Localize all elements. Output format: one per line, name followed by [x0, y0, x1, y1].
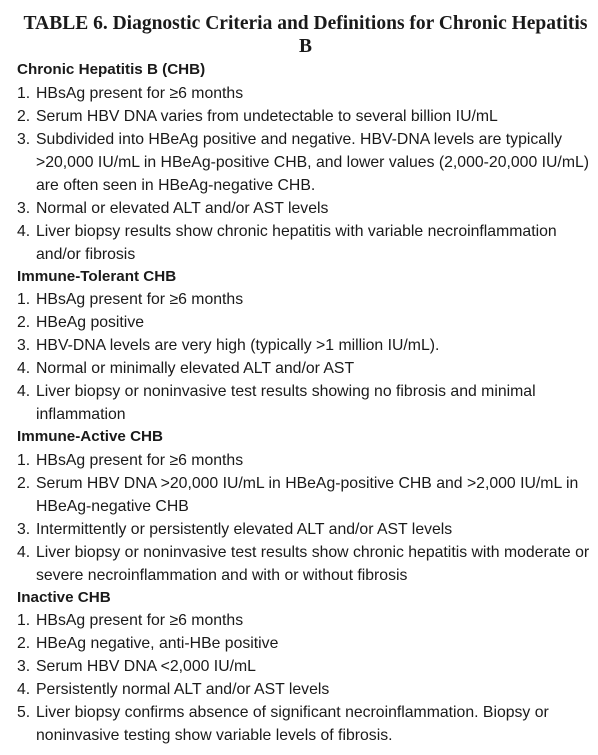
item-text: Liver biopsy confirms absence of significant necroinflammation. Biopsy or noninvasive testing show variable levels of fibrosis.: [36, 704, 549, 744]
item-text: Intermittently or persistently elevated ALT and/or AST levels: [36, 520, 453, 538]
item-number: 3.: [17, 199, 31, 217]
item-text: Liver biopsy or noninvasive test results showing no fibrosis and minimal inflammation: [36, 383, 536, 423]
item-number: 2.: [17, 474, 31, 492]
list-item: [17, 632, 590, 655]
item-text: HBsAg present for ≥6 months: [36, 451, 244, 469]
list-item: [17, 701, 590, 747]
list-item: [17, 518, 590, 541]
item-number: 1.: [17, 84, 31, 102]
table-title: TABLE 6. Diagnostic Criteria and Definitions for Chronic Hepatitis B: [23, 13, 588, 57]
list-item: [17, 197, 590, 220]
item-text: HBsAg present for ≥6 months: [36, 84, 244, 102]
list-item: [17, 311, 590, 334]
item-text: Serum HBV DNA <2,000 IU/mL: [36, 658, 256, 675]
item-number: 4.: [17, 383, 31, 400]
item-number: 2.: [17, 107, 31, 125]
section-chronic-hepatitis-b: [17, 59, 590, 266]
list-item: [17, 288, 590, 311]
list-item: [17, 472, 590, 518]
item-number: 5.: [17, 704, 31, 721]
item-number: 4.: [17, 681, 31, 698]
item-number: 2.: [17, 314, 31, 331]
item-text: Serum HBV DNA >20,000 IU/mL in HBeAg-positive CHB and >2,000 IU/mL in HBeAg-negative CHB: [36, 474, 579, 515]
section-heading: Immune-Tolerant CHB: [17, 267, 177, 285]
list-item: [17, 128, 590, 197]
list-item: [17, 220, 590, 266]
item-text: Normal or minimally elevated ALT and/or AST: [36, 360, 355, 377]
criteria-list: [17, 82, 590, 266]
criteria-list: [17, 449, 590, 587]
list-item: [17, 449, 590, 472]
item-number: 3.: [17, 520, 31, 538]
list-item: [17, 82, 590, 105]
item-text: Liver biopsy or noninvasive test results show chronic hepatitis with moderate or severe necroinflammation and with or without fibrosis: [36, 543, 590, 584]
item-number: 4.: [17, 222, 31, 240]
item-text: HBeAg negative, anti-HBe positive: [36, 635, 279, 652]
list-item: [17, 334, 590, 357]
item-text: HBV-DNA levels are very high (typically >1 million IU/mL).: [36, 337, 440, 354]
list-item: [17, 678, 590, 701]
item-number: 3.: [17, 337, 31, 354]
list-item: [17, 609, 590, 632]
item-number: 1.: [17, 291, 31, 308]
section-immune-tolerant-chb: [17, 266, 590, 427]
section-heading: Chronic Hepatitis B (CHB): [17, 61, 206, 78]
item-text: Liver biopsy results show chronic hepatitis with variable necroinflammation and/or fibrosis: [36, 222, 557, 263]
item-number: 1.: [17, 612, 31, 629]
item-text: HBeAg positive: [36, 314, 145, 331]
list-item: [17, 105, 590, 128]
list-item: [17, 655, 590, 678]
criteria-list: [17, 609, 590, 747]
section-heading: Inactive CHB: [17, 588, 111, 606]
section-inactive-chb: [17, 587, 590, 748]
item-number: 1.: [17, 451, 31, 469]
item-text: Persistently normal ALT and/or AST levels: [36, 681, 330, 698]
item-text: HBsAg present for ≥6 months: [36, 291, 244, 308]
item-number: 3.: [17, 130, 31, 148]
section-heading: Immune-Active CHB: [17, 428, 163, 445]
section-immune-active-chb: [17, 426, 590, 587]
list-item: [17, 541, 590, 587]
list-item: [17, 357, 590, 380]
item-text: Normal or elevated ALT and/or AST levels: [36, 199, 329, 217]
item-text: HBsAg present for ≥6 months: [36, 612, 244, 629]
item-number: 3.: [17, 658, 31, 675]
criteria-list: [17, 288, 590, 426]
item-number: 4.: [17, 360, 31, 377]
item-text: Subdivided into HBeAg positive and negative. HBV-DNA levels are typically >20,000 IU/mL in HBeAg-positive CHB, and lower values (2,000-20,000 IU/mL) are often seen in HBeAg-negative CHB.: [36, 130, 590, 194]
item-text: Serum HBV DNA varies from undetectable to several billion IU/mL: [36, 107, 498, 125]
list-item: [17, 380, 590, 426]
item-number: 2.: [17, 635, 31, 652]
item-number: 4.: [17, 543, 31, 561]
